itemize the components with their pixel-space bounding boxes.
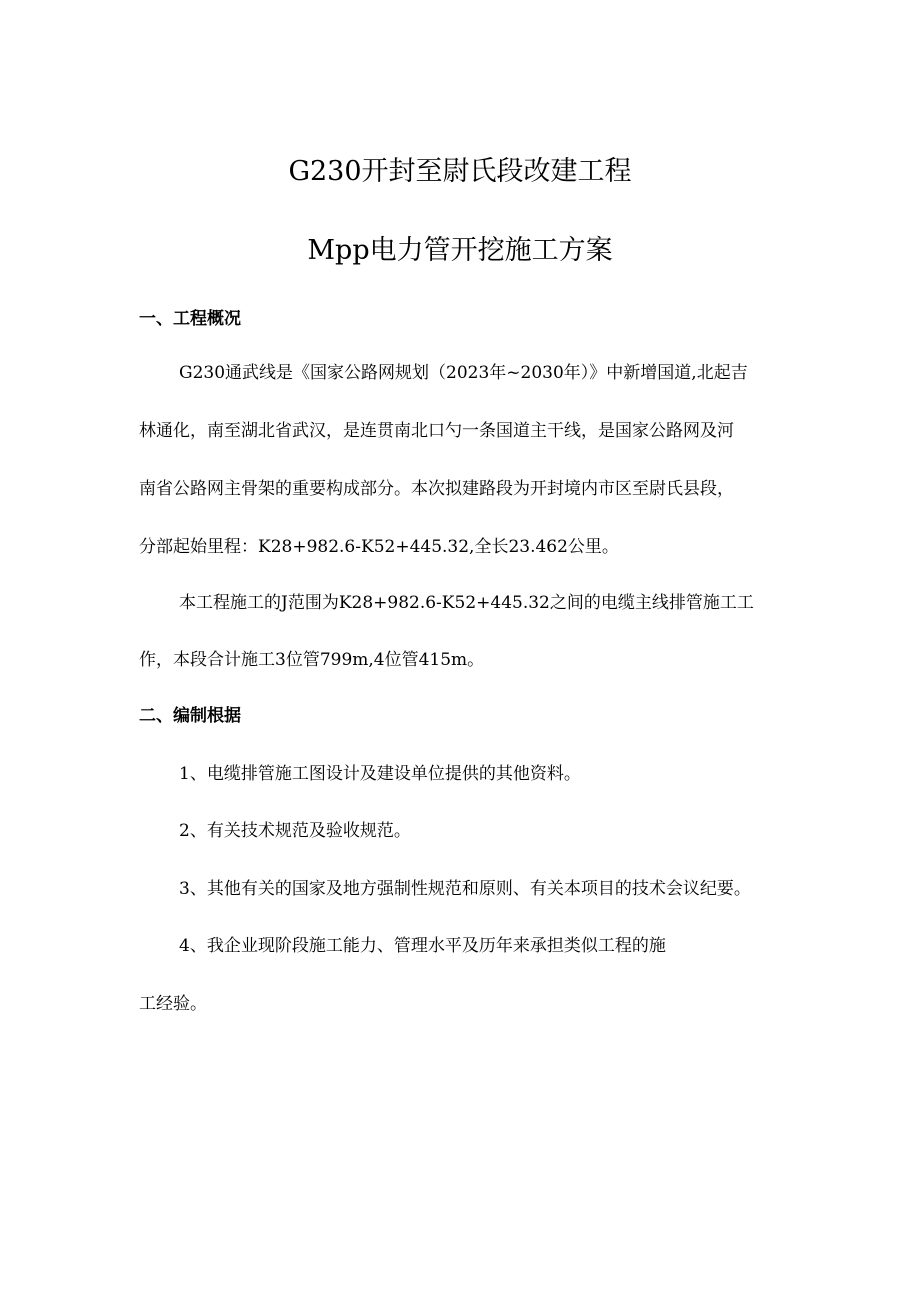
document-title-line2: Mpp电力管开挖施工方案 (307, 235, 613, 266)
document-title-line1: G230开封至尉氏段改建工程 (288, 156, 632, 187)
paragraph-line: 作，本段合计施工3位管799m,4位管415m。 (139, 650, 485, 670)
list-item-continuation: 工经验。 (139, 994, 207, 1014)
list-item: 3、其他有关的国家及地方强制性规范和原则、有关本项目的技术会议纪要。 (179, 879, 751, 899)
section1-heading: 一、工程概况 (139, 309, 241, 329)
list-item: 2、有关技术规范及验收规范。 (179, 821, 411, 841)
list-item: 4、我企业现阶段施工能力、管理水平及历年来承担类似工程的施 (179, 936, 666, 956)
section2-heading: 二、编制根据 (139, 706, 241, 726)
paragraph-line: 南省公路网主骨架的重要构成部分。本次拟建路段为开封境内市区至尉氏县段， (139, 479, 734, 499)
paragraph-line: G230通武线是《国家公路网规划（2023年~2030年）》中新增国道,北起吉 (179, 363, 748, 383)
paragraph-line: 本工程施工的J范围为K28+982.6-K52+445.32之间的电缆主线排管施工工 (179, 593, 754, 613)
paragraph-line: 林通化，南至湖北省武汉，是连贯南北口勺一条国道主干线，是国家公路网及河 (139, 421, 734, 441)
paragraph-line: 分部起始里程：K28+982.6-K52+445.32,全长23.462公里。 (139, 537, 619, 557)
list-item: 1、电缆排管施工图设计及建设单位提供的其他资料。 (179, 764, 581, 784)
